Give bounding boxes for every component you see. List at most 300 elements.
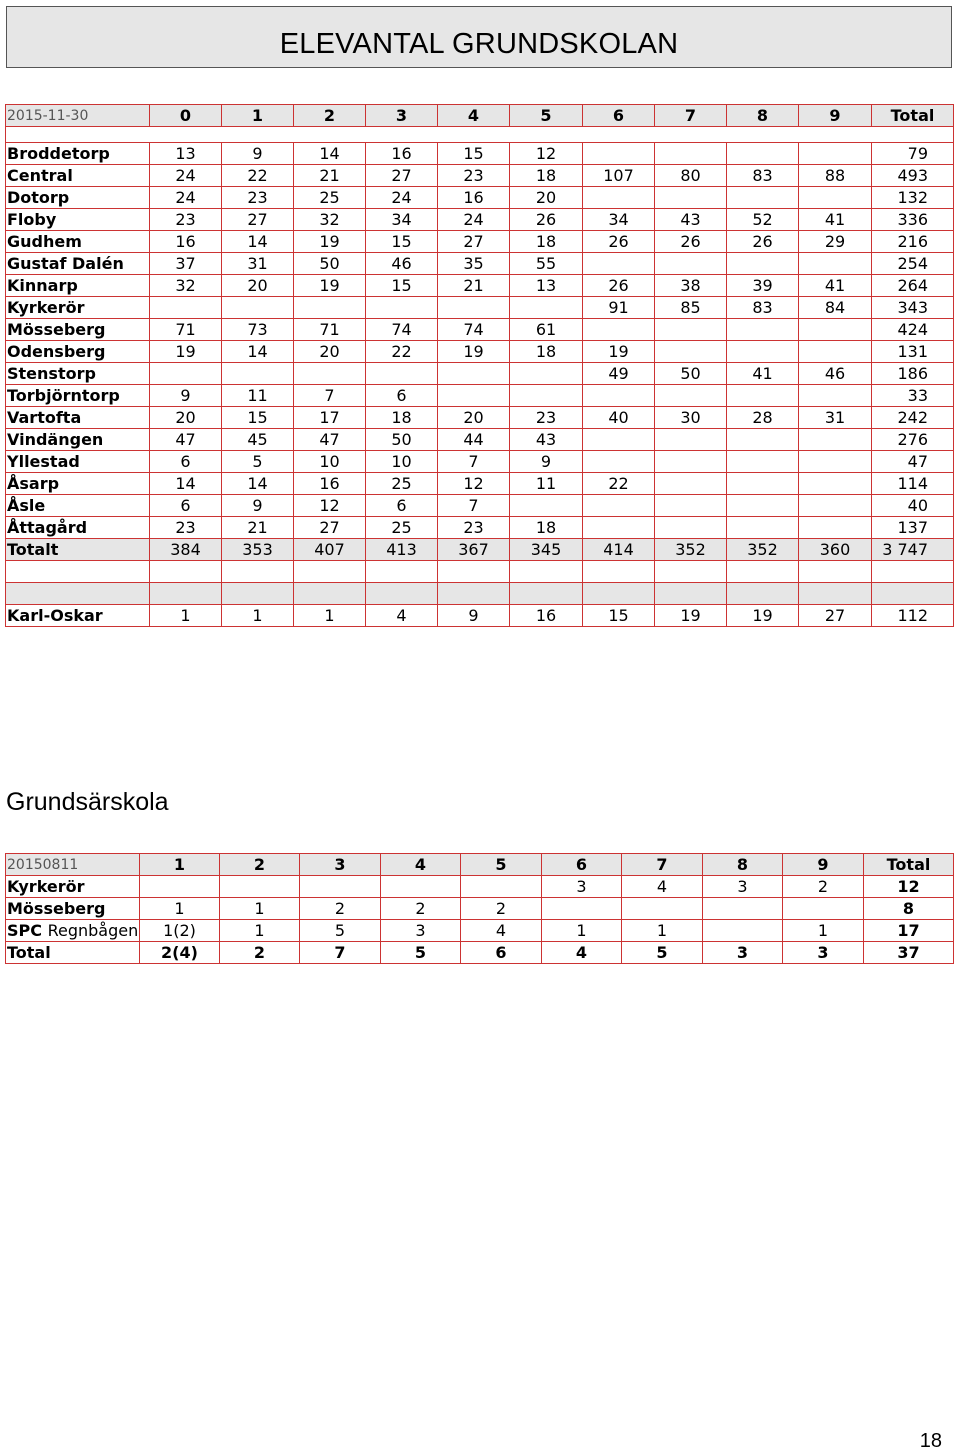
grade-count: 6 bbox=[150, 451, 222, 473]
total-row bbox=[6, 539, 954, 561]
grade-count bbox=[799, 319, 872, 341]
school-name-text: SPC bbox=[7, 921, 42, 940]
grade-count: 50 bbox=[655, 363, 727, 385]
grade-count: 9 bbox=[222, 495, 294, 517]
spacer-cell bbox=[583, 127, 655, 143]
grade-count: 91 bbox=[583, 297, 655, 319]
grade-count bbox=[727, 253, 799, 275]
grade-count: 22 bbox=[583, 473, 655, 495]
grundsarskola-table bbox=[5, 853, 954, 964]
grade-count: 9 bbox=[510, 451, 583, 473]
grade-count bbox=[703, 920, 783, 942]
grade-header: 3 bbox=[300, 854, 381, 876]
grade-count: 1 bbox=[783, 920, 864, 942]
grade-count: 26 bbox=[727, 231, 799, 253]
total-count: 413 bbox=[366, 539, 438, 561]
grade-count: 12 bbox=[294, 495, 366, 517]
grade-count: 4 bbox=[461, 920, 542, 942]
school-name: Broddetorp bbox=[6, 143, 150, 165]
table-row bbox=[6, 143, 954, 165]
row-total: 343 bbox=[872, 297, 954, 319]
total-count: 6 bbox=[461, 942, 542, 964]
empty-cell bbox=[150, 561, 222, 583]
grade-count: 1 bbox=[622, 920, 703, 942]
grade-count bbox=[294, 297, 366, 319]
total-label: Total bbox=[6, 942, 140, 964]
grade-header: 5 bbox=[461, 854, 542, 876]
grade-count: 35 bbox=[438, 253, 510, 275]
grade-count: 27 bbox=[294, 517, 366, 539]
grade-count: 16 bbox=[294, 473, 366, 495]
grade-count: 11 bbox=[510, 473, 583, 495]
grade-header: 4 bbox=[438, 105, 510, 127]
spacer-cell bbox=[510, 127, 583, 143]
grade-count: 107 bbox=[583, 165, 655, 187]
spacer-cell bbox=[222, 127, 294, 143]
table-row bbox=[6, 605, 954, 627]
grade-count bbox=[727, 429, 799, 451]
grade-count: 23 bbox=[438, 517, 510, 539]
spacer-cell bbox=[6, 127, 150, 143]
table-row bbox=[6, 363, 954, 385]
grade-count bbox=[366, 297, 438, 319]
grade-count bbox=[438, 363, 510, 385]
grade-count: 18 bbox=[366, 407, 438, 429]
empty-cell bbox=[150, 583, 222, 605]
school-name: Gustaf Dalén bbox=[6, 253, 150, 275]
row-total: 47 bbox=[872, 451, 954, 473]
grade-count: 25 bbox=[366, 473, 438, 495]
table-header-row bbox=[6, 105, 954, 127]
grade-count: 24 bbox=[366, 187, 438, 209]
empty-cell bbox=[294, 583, 366, 605]
school-name: Central bbox=[6, 165, 150, 187]
table-row bbox=[6, 231, 954, 253]
grade-count: 14 bbox=[222, 231, 294, 253]
empty-cell bbox=[799, 561, 872, 583]
grade-count: 3 bbox=[381, 920, 461, 942]
grade-count bbox=[583, 429, 655, 451]
grade-count: 83 bbox=[727, 165, 799, 187]
row-total: 242 bbox=[872, 407, 954, 429]
empty-cell bbox=[727, 561, 799, 583]
grade-count: 27 bbox=[438, 231, 510, 253]
grade-count bbox=[542, 898, 622, 920]
grade-count: 16 bbox=[510, 605, 583, 627]
grade-count: 47 bbox=[294, 429, 366, 451]
total-count: 384 bbox=[150, 539, 222, 561]
grade-count bbox=[799, 341, 872, 363]
school-name: Odensberg bbox=[6, 341, 150, 363]
grade-count bbox=[438, 297, 510, 319]
grade-count: 1 bbox=[220, 920, 300, 942]
table-row bbox=[6, 876, 954, 898]
page-number: 18 bbox=[919, 1430, 942, 1452]
empty-cell bbox=[583, 583, 655, 605]
school-name: Åttagård bbox=[6, 517, 150, 539]
school-name-suffix: Regnbågen bbox=[47, 921, 139, 940]
total-count: 345 bbox=[510, 539, 583, 561]
grade-count: 20 bbox=[222, 275, 294, 297]
table-row bbox=[6, 319, 954, 341]
school-name: Floby bbox=[6, 209, 150, 231]
school-name: Vartofta bbox=[6, 407, 150, 429]
total-count: 2 bbox=[220, 942, 300, 964]
grade-count: 21 bbox=[222, 517, 294, 539]
school-name: Åsle bbox=[6, 495, 150, 517]
grade-count: 20 bbox=[294, 341, 366, 363]
grade-header: 8 bbox=[703, 854, 783, 876]
grade-count: 6 bbox=[366, 385, 438, 407]
row-total: 216 bbox=[872, 231, 954, 253]
grade-count: 39 bbox=[727, 275, 799, 297]
table-date: 2015-11-30 bbox=[6, 105, 150, 127]
grade-count: 18 bbox=[510, 231, 583, 253]
grade-count: 15 bbox=[583, 605, 655, 627]
grade-count: 7 bbox=[294, 385, 366, 407]
grade-count: 1 bbox=[140, 898, 220, 920]
grade-count: 4 bbox=[366, 605, 438, 627]
table-row bbox=[6, 495, 954, 517]
total-count: 37 bbox=[864, 942, 954, 964]
grade-count: 3 bbox=[542, 876, 622, 898]
table-row bbox=[6, 209, 954, 231]
grade-count: 61 bbox=[510, 319, 583, 341]
total-count: 352 bbox=[727, 539, 799, 561]
grade-count: 55 bbox=[510, 253, 583, 275]
grade-count bbox=[510, 297, 583, 319]
row-total: 79 bbox=[872, 143, 954, 165]
row-total: 186 bbox=[872, 363, 954, 385]
total-count: 3 bbox=[783, 942, 864, 964]
school-name: Gudhem bbox=[6, 231, 150, 253]
grade-count: 24 bbox=[438, 209, 510, 231]
grade-count bbox=[583, 451, 655, 473]
row-total: 493 bbox=[872, 165, 954, 187]
grade-count bbox=[583, 253, 655, 275]
grade-count bbox=[655, 187, 727, 209]
empty-cell bbox=[510, 561, 583, 583]
table-row bbox=[6, 385, 954, 407]
grade-count bbox=[461, 876, 542, 898]
table-date: 20150811 bbox=[6, 854, 140, 876]
grade-count bbox=[510, 385, 583, 407]
grade-header: 6 bbox=[583, 105, 655, 127]
grade-count: 24 bbox=[150, 165, 222, 187]
grade-count: 9 bbox=[438, 605, 510, 627]
grade-count bbox=[655, 319, 727, 341]
grade-count: 1 bbox=[220, 898, 300, 920]
grade-count: 14 bbox=[222, 473, 294, 495]
empty-cell bbox=[872, 561, 954, 583]
school-name bbox=[6, 898, 140, 920]
grade-count bbox=[727, 473, 799, 495]
grade-count bbox=[703, 898, 783, 920]
grade-count bbox=[438, 385, 510, 407]
pupil-count-table bbox=[5, 104, 954, 627]
grade-count: 27 bbox=[222, 209, 294, 231]
grade-count: 12 bbox=[438, 473, 510, 495]
grade-count: 22 bbox=[222, 165, 294, 187]
grade-count bbox=[727, 451, 799, 473]
grade-header: 4 bbox=[381, 854, 461, 876]
total-count: 367 bbox=[438, 539, 510, 561]
total-label: Totalt bbox=[6, 539, 150, 561]
grade-count: 3 bbox=[703, 876, 783, 898]
grade-count bbox=[655, 253, 727, 275]
spacer-cell bbox=[655, 127, 727, 143]
grade-count bbox=[510, 363, 583, 385]
grade-header: 7 bbox=[655, 105, 727, 127]
grade-count: 19 bbox=[655, 605, 727, 627]
table-row bbox=[6, 920, 954, 942]
grade-header: 3 bbox=[366, 105, 438, 127]
empty-cell bbox=[727, 583, 799, 605]
school-name: Mösseberg bbox=[6, 319, 150, 341]
grade-count bbox=[727, 341, 799, 363]
empty-row bbox=[6, 561, 954, 583]
grade-count: 18 bbox=[510, 165, 583, 187]
grade-count: 16 bbox=[438, 187, 510, 209]
empty-cell bbox=[294, 561, 366, 583]
grade-count: 20 bbox=[510, 187, 583, 209]
empty-cell bbox=[222, 583, 294, 605]
school-name-text: Mösseberg bbox=[7, 899, 106, 918]
school-name: Stenstorp bbox=[6, 363, 150, 385]
total-count: 360 bbox=[799, 539, 872, 561]
grade-count: 22 bbox=[366, 341, 438, 363]
grade-header: 9 bbox=[799, 105, 872, 127]
grade-header: 1 bbox=[222, 105, 294, 127]
grade-count: 7 bbox=[438, 495, 510, 517]
empty-cell bbox=[366, 583, 438, 605]
spacer-cell bbox=[799, 127, 872, 143]
table-row bbox=[6, 297, 954, 319]
empty-cell bbox=[6, 583, 150, 605]
table-row bbox=[6, 187, 954, 209]
grade-count: 16 bbox=[366, 143, 438, 165]
grade-count: 14 bbox=[150, 473, 222, 495]
grade-count: 2 bbox=[783, 876, 864, 898]
grade-count: 19 bbox=[294, 231, 366, 253]
grade-count: 38 bbox=[655, 275, 727, 297]
grade-count bbox=[799, 451, 872, 473]
grade-count: 10 bbox=[294, 451, 366, 473]
grade-count bbox=[510, 495, 583, 517]
grade-count: 34 bbox=[583, 209, 655, 231]
total-count: 5 bbox=[622, 942, 703, 964]
grade-header: Total bbox=[872, 105, 954, 127]
grade-count: 47 bbox=[150, 429, 222, 451]
grade-count: 88 bbox=[799, 165, 872, 187]
spacer-row bbox=[6, 127, 954, 143]
grade-count: 2 bbox=[381, 898, 461, 920]
grade-header: 9 bbox=[783, 854, 864, 876]
grade-count: 44 bbox=[438, 429, 510, 451]
grade-count: 21 bbox=[438, 275, 510, 297]
grade-count: 13 bbox=[510, 275, 583, 297]
grade-count: 15 bbox=[222, 407, 294, 429]
grade-count: 46 bbox=[799, 363, 872, 385]
table-row bbox=[6, 253, 954, 275]
grade-count: 12 bbox=[510, 143, 583, 165]
grade-count: 26 bbox=[655, 231, 727, 253]
grade-count bbox=[783, 898, 864, 920]
grade-count: 30 bbox=[655, 407, 727, 429]
grade-count: 41 bbox=[799, 209, 872, 231]
grade-count: 11 bbox=[222, 385, 294, 407]
row-total: 264 bbox=[872, 275, 954, 297]
grade-count: 37 bbox=[150, 253, 222, 275]
grade-count: 26 bbox=[583, 231, 655, 253]
row-total: 114 bbox=[872, 473, 954, 495]
empty-cell bbox=[438, 561, 510, 583]
grade-count: 9 bbox=[150, 385, 222, 407]
total-row bbox=[6, 942, 954, 964]
total-count: 7 bbox=[300, 942, 381, 964]
grade-count bbox=[583, 187, 655, 209]
grade-count: 23 bbox=[150, 209, 222, 231]
grade-count: 2 bbox=[461, 898, 542, 920]
grade-count: 21 bbox=[294, 165, 366, 187]
row-total: 131 bbox=[872, 341, 954, 363]
grade-count: 6 bbox=[150, 495, 222, 517]
grade-count bbox=[799, 517, 872, 539]
grade-count: 5 bbox=[300, 920, 381, 942]
table-row bbox=[6, 341, 954, 363]
grade-count: 23 bbox=[438, 165, 510, 187]
section-title-grundsarskola: Grundsärskola bbox=[6, 788, 169, 816]
grade-count: 28 bbox=[727, 407, 799, 429]
grade-count bbox=[727, 385, 799, 407]
grade-count: 41 bbox=[799, 275, 872, 297]
row-total: 40 bbox=[872, 495, 954, 517]
grade-count: 43 bbox=[510, 429, 583, 451]
grade-count bbox=[799, 429, 872, 451]
grade-count bbox=[220, 876, 300, 898]
grade-count bbox=[799, 143, 872, 165]
grade-count: 74 bbox=[366, 319, 438, 341]
grade-count bbox=[727, 319, 799, 341]
grade-count: 26 bbox=[510, 209, 583, 231]
spacer-cell bbox=[366, 127, 438, 143]
grade-header: 1 bbox=[140, 854, 220, 876]
total-count: 4 bbox=[542, 942, 622, 964]
grade-count: 19 bbox=[294, 275, 366, 297]
grade-count bbox=[655, 473, 727, 495]
grade-count: 13 bbox=[150, 143, 222, 165]
row-total: 8 bbox=[864, 898, 954, 920]
total-count: 352 bbox=[655, 539, 727, 561]
row-total: 137 bbox=[872, 517, 954, 539]
grade-count: 15 bbox=[438, 143, 510, 165]
grade-count bbox=[799, 495, 872, 517]
grade-count: 1 bbox=[222, 605, 294, 627]
grade-count: 17 bbox=[294, 407, 366, 429]
grade-count: 112 bbox=[872, 605, 954, 627]
grade-count: 14 bbox=[222, 341, 294, 363]
table-row bbox=[6, 473, 954, 495]
grade-count: 50 bbox=[366, 429, 438, 451]
grade-count: 15 bbox=[366, 231, 438, 253]
table-row bbox=[6, 165, 954, 187]
total-count: 407 bbox=[294, 539, 366, 561]
grade-count bbox=[655, 495, 727, 517]
empty-row bbox=[6, 583, 954, 605]
row-total: 33 bbox=[872, 385, 954, 407]
empty-cell bbox=[438, 583, 510, 605]
grade-count bbox=[583, 495, 655, 517]
row-total: 132 bbox=[872, 187, 954, 209]
grade-count bbox=[366, 363, 438, 385]
total-count: 414 bbox=[583, 539, 655, 561]
row-total: 254 bbox=[872, 253, 954, 275]
grade-count: 83 bbox=[727, 297, 799, 319]
grade-count bbox=[583, 319, 655, 341]
grade-count: 9 bbox=[222, 143, 294, 165]
grade-count: 27 bbox=[366, 165, 438, 187]
grade-count: 31 bbox=[799, 407, 872, 429]
school-name bbox=[6, 920, 140, 942]
grade-count: 5 bbox=[222, 451, 294, 473]
row-total: 336 bbox=[872, 209, 954, 231]
grade-count bbox=[799, 385, 872, 407]
grade-count: 1 bbox=[542, 920, 622, 942]
grade-count: 45 bbox=[222, 429, 294, 451]
school-name-text: Kyrkerör bbox=[7, 877, 85, 896]
grade-count: 10 bbox=[366, 451, 438, 473]
grade-count: 27 bbox=[799, 605, 872, 627]
grade-count: 73 bbox=[222, 319, 294, 341]
grade-count: 7 bbox=[438, 451, 510, 473]
grade-count: 41 bbox=[727, 363, 799, 385]
grade-count: 85 bbox=[655, 297, 727, 319]
school-name: Dotorp bbox=[6, 187, 150, 209]
grade-count: 15 bbox=[366, 275, 438, 297]
table-row bbox=[6, 275, 954, 297]
grade-count: 23 bbox=[222, 187, 294, 209]
grade-count bbox=[799, 473, 872, 495]
row-total: 17 bbox=[864, 920, 954, 942]
empty-cell bbox=[799, 583, 872, 605]
grade-count: 23 bbox=[150, 517, 222, 539]
empty-cell bbox=[366, 561, 438, 583]
grade-count: 19 bbox=[727, 605, 799, 627]
grade-count bbox=[140, 876, 220, 898]
row-total: 424 bbox=[872, 319, 954, 341]
grade-header: 2 bbox=[294, 105, 366, 127]
school-name: Åsarp bbox=[6, 473, 150, 495]
grade-count: 25 bbox=[366, 517, 438, 539]
grade-count: 84 bbox=[799, 297, 872, 319]
grade-count: 14 bbox=[294, 143, 366, 165]
grade-count: 34 bbox=[366, 209, 438, 231]
grade-count bbox=[294, 363, 366, 385]
school-name: Kinnarp bbox=[6, 275, 150, 297]
row-total: 276 bbox=[872, 429, 954, 451]
school-name: Kyrkerör bbox=[6, 297, 150, 319]
empty-cell bbox=[6, 561, 150, 583]
row-total: 12 bbox=[864, 876, 954, 898]
grade-header: 8 bbox=[727, 105, 799, 127]
table-row bbox=[6, 898, 954, 920]
empty-cell bbox=[872, 583, 954, 605]
grade-count: 71 bbox=[150, 319, 222, 341]
grade-count: 52 bbox=[727, 209, 799, 231]
grade-count bbox=[381, 876, 461, 898]
grade-count bbox=[799, 187, 872, 209]
total-count: 3 bbox=[703, 942, 783, 964]
